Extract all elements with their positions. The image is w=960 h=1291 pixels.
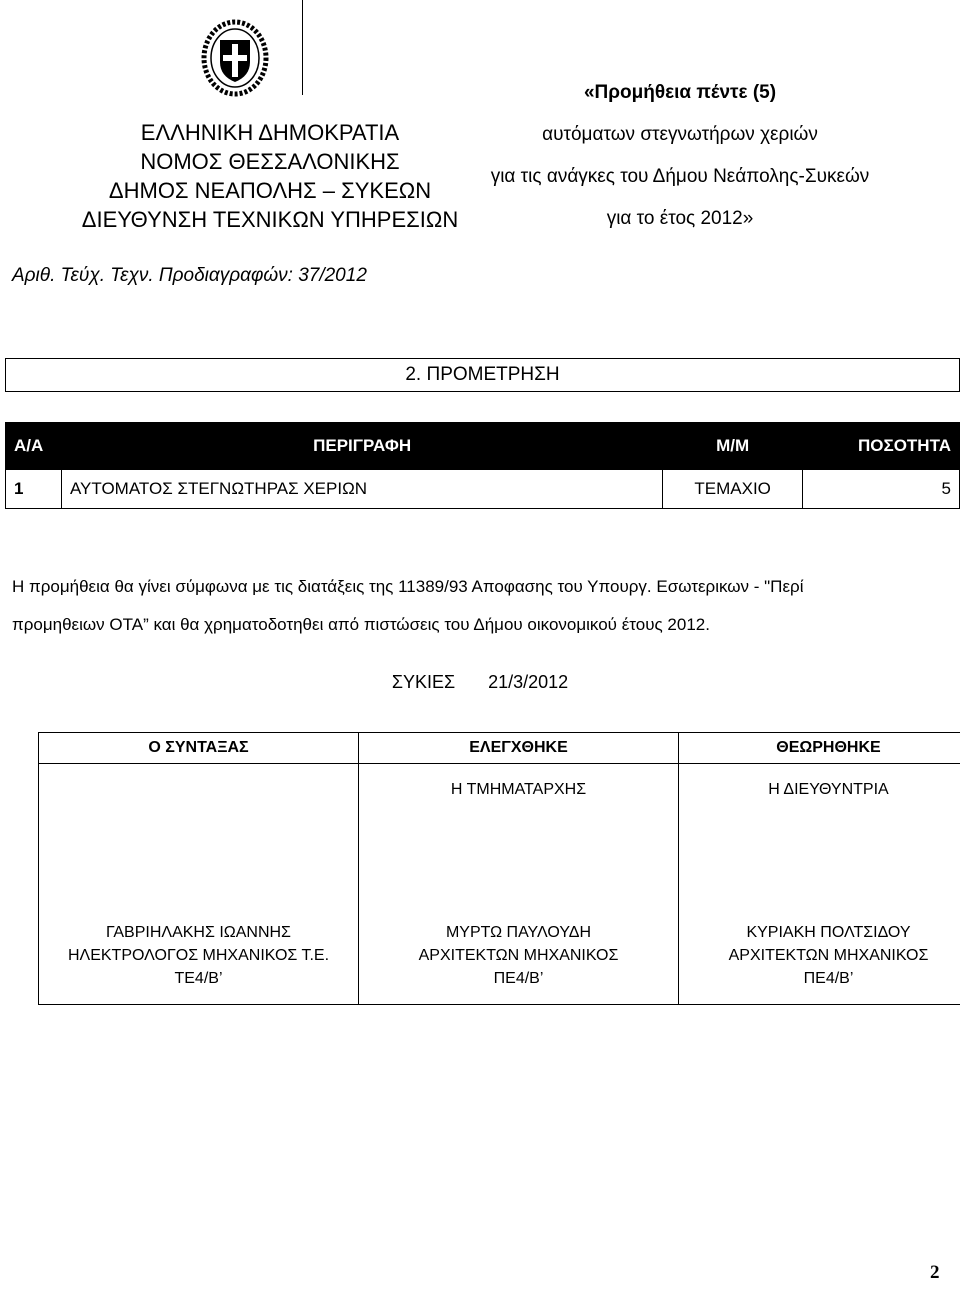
page-number: 2 [930,1262,940,1283]
project-title-line: για τις ανάγκες του Δήμου Νεάπολης-Συκεών [490,166,870,187]
signer-details [40,921,357,990]
column-header: Μ/Μ [663,423,803,470]
signer-name: ΚΥΡΙΑΚΗ ΠΟΛΤΣΙΔΟΥ [746,924,911,941]
authority-line: ΕΛΛΗΝΙΚΗ ΔΗΜΟΚΡΑΤΙΑ [140,120,400,145]
signer-title: ΑΡΧΙΤΕΚΤΩΝ ΜΗΧΑΝΙΚΟΣ [728,947,929,964]
note-line: προμηθειων ΟΤΑ” και θα χρηματοδοτηθει από πιστώσεις του Δήμου οικονομικού έτους 2012. [12,615,710,634]
signer-role: Η ΔΙΕΥΘΥΝΤΡΙΑ [768,781,889,798]
spec-number: Αριθ. Τεύχ. Τεχν. Προδιαγραφών: 37/2012 [12,265,367,286]
header-separator [302,0,303,95]
greek-coat-of-arms-icon [200,18,270,98]
project-title-block [470,72,890,240]
column-header: ΠΕΡΙΓΡΑΦΗ [61,423,662,470]
signer-grade: ΠΕ4/Β’ [803,970,854,987]
signer-role [40,781,357,803]
table-header-row [6,423,960,470]
cell-description: ΑΥΤΟΜΑΤΟΣ ΣΤΕΓΝΩΤΗΡΑΣ ΧΕΡΙΩΝ [61,470,662,509]
cell-quantity: 5 [803,470,960,509]
project-title-line: για το έτος 2012» [606,208,754,229]
project-title-line: αυτόματων στεγνωτήρων χεριών [542,124,818,145]
signer-details [680,921,960,990]
signature-heading: ΘΕΩΡΗΘΗΚΕ [679,733,960,764]
table-spacer [6,392,960,423]
measurement-title: 2. ΠΡΟΜΕΤΡΗΣΗ [6,359,960,392]
cell-unit: ΤΕΜΑΧΙΟ [663,470,803,509]
signer-name: ΜΥΡΤΩ ΠΑΥΛΟΥΔΗ [445,924,592,941]
signer-title: ΑΡΧΙΤΕΚΤΩΝ ΜΗΧΑΝΙΚΟΣ [418,947,619,964]
authority-line: ΔΗΜΟΣ ΝΕΑΠΟΛΗΣ – ΣΥΚΕΩΝ [108,178,432,203]
place: ΣΥΚΙΕΣ [391,672,456,692]
authority-block [60,118,480,234]
signature-cell [359,764,679,1005]
signer-role: Η ΤΜΗΜΑΤΑΡΧΗΣ [450,781,587,798]
measurement-table [5,358,960,509]
signer-details [360,921,677,990]
column-header: ΠΟΣΟΤΗΤΑ [803,423,960,470]
signer-grade: ΠΕ4/Β’ [493,970,544,987]
signature-heading: Ο ΣΥΝΤΑΞΑΣ [39,733,359,764]
column-header: Α/Α [6,423,62,470]
signature-cell [39,764,359,1005]
authority-line: ΝΟΜΟΣ ΘΕΣΣΑΛΟΝΙΚΗΣ [140,149,400,174]
table-row [6,470,960,509]
signature-cell [679,764,960,1005]
date: 21/3/2012 [488,672,569,692]
signer-grade: ΤΕ4/Β’ [174,970,223,987]
authority-line: ΔΙΕΥΘΥΝΣΗ ΤΕΧΝΙΚΩΝ ΥΠΗΡΕΣΙΩΝ [81,207,459,232]
note-line: Η προμήθεια θα γίνει σύμφωνα με τις διατάξεις της 11389/93 Αποφασης του Υπουργ. Εσωτερικων - "Περί [12,577,804,596]
cell-aa: 1 [6,470,62,509]
signatures-table [38,732,960,1005]
project-title-line: «Προμήθεια πέντε (5) [583,82,777,103]
signature-heading: ΕΛΕΓΧΘΗΚΕ [359,733,679,764]
place-date-line [0,672,960,693]
signer-name: ΓΑΒΡΙΗΛΑΚΗΣ ΙΩΑΝΝΗΣ [106,924,291,941]
notes-paragraph [12,568,952,644]
signer-title: ΗΛΕΚΤΡΟΛΟΓΟΣ ΜΗΧΑΝΙΚΟΣ Τ.Ε. [67,947,330,964]
